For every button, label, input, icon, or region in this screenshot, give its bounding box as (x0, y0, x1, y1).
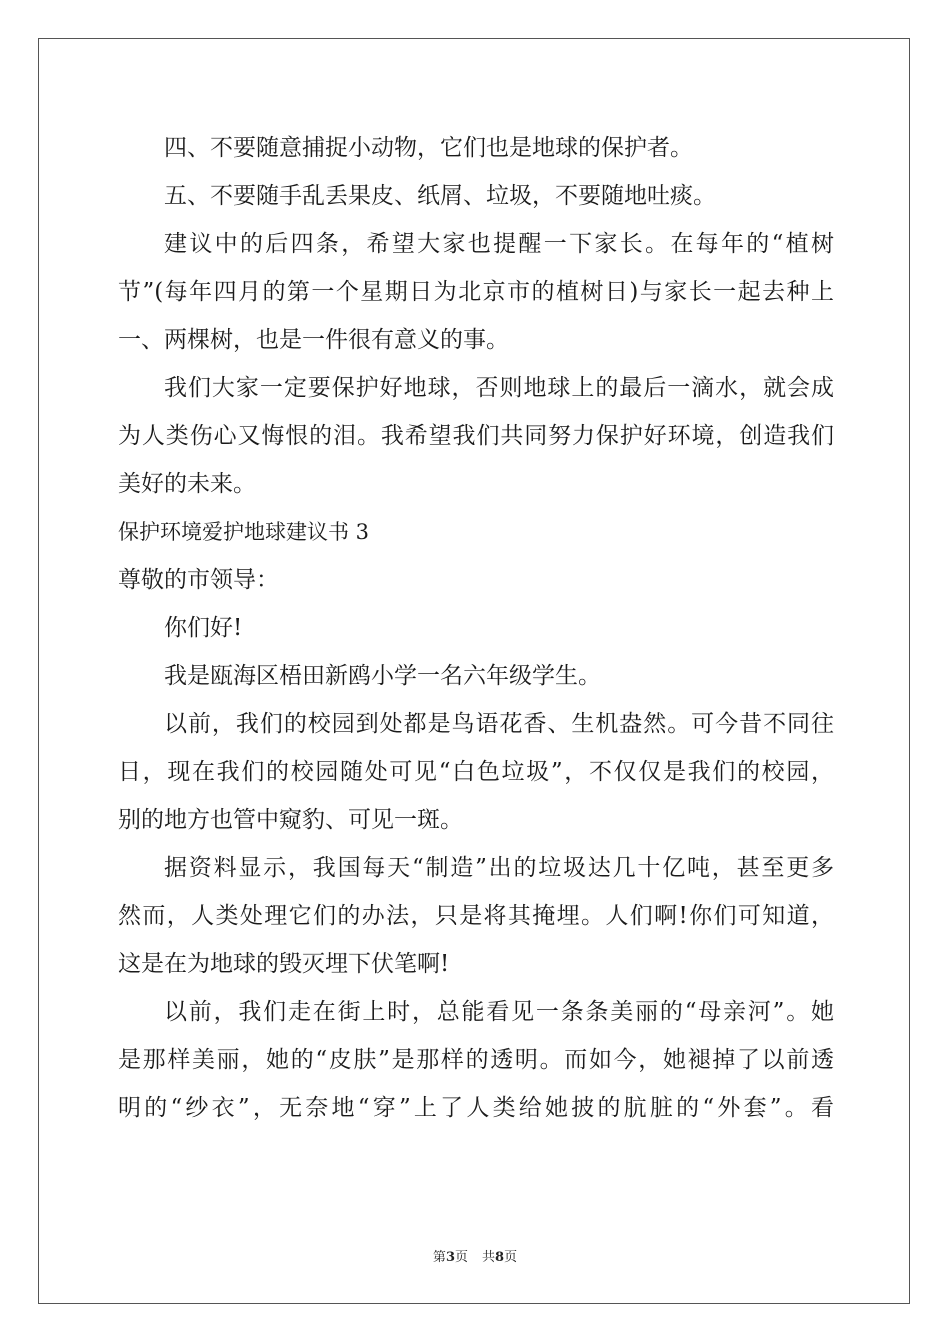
text-line: 日，现在我们的校园随处可见“白色垃圾”，不仅仅是我们的校园， (118, 759, 834, 785)
text-line: 尊敬的市领导： (118, 567, 279, 593)
paragraph (118, 124, 834, 172)
current-page-number: 3 (445, 1250, 455, 1265)
paragraph (118, 364, 834, 508)
paragraph (118, 700, 834, 844)
text-line: 明的“纱衣”，无奈地“穿”上了人类给她披的肮脏的“外套”。看 (118, 1095, 834, 1121)
text-line: 以前，我们走在街上时，总能看见一条条美丽的“母亲河”。她 (164, 999, 834, 1025)
text-line: 我是瓯海区梧田新鸥小学一名六年级学生。 (164, 663, 601, 689)
paragraph (118, 604, 834, 652)
text-line: 五、不要随手乱丢果皮、纸屑、垃圾，不要随地吐痰。 (164, 183, 716, 209)
text-line: 是那样美丽，她的“皮肤”是那样的透明。而如今，她褪掉了以前透 (118, 1047, 834, 1073)
total-suffix: 页 (504, 1250, 518, 1265)
total-page-number: 8 (495, 1250, 505, 1265)
text-line: 一、两棵树，也是一件很有意义的事。 (118, 327, 509, 353)
paragraph (118, 844, 834, 988)
text-line: 然而，人类处理它们的办法，只是将其掩埋。人们啊!你们可知道， (118, 903, 834, 929)
salutation (118, 556, 834, 604)
total-prefix: 共 (482, 1250, 496, 1265)
text-line: 建议中的后四条，希望大家也提醒一下家长。在每年的“植树 (164, 231, 834, 257)
text-line: 据资料显示，我国每天“制造”出的垃圾达几十亿吨，甚至更多 (164, 855, 834, 881)
text-line: 四、不要随意捕捉小动物，它们也是地球的保护者。 (164, 135, 693, 161)
page-footer (0, 1246, 950, 1265)
page-prefix: 第 (432, 1250, 446, 1265)
text-line: 节”(每年四月的第一个星期日为北京市的植树日)与家长一起去种上 (118, 279, 834, 305)
section-heading: 保护环境爱护地球建议书 3 (118, 520, 370, 544)
text-line: 这是在为地球的毁灭埋下伏笔啊! (118, 951, 450, 977)
text-line: 以前，我们的校园到处都是鸟语花香、生机盎然。可今昔不同往 (164, 711, 834, 737)
text-line: 美好的未来。 (118, 471, 256, 497)
paragraph (118, 220, 834, 364)
document-body (118, 124, 834, 1132)
text-line: 别的地方也管中窥豹、可见一斑。 (118, 807, 463, 833)
paragraph (118, 172, 834, 220)
text-line: 我们大家一定要保护好地球，否则地球上的最后一滴水，就会成 (164, 375, 834, 401)
text-line: 你们好! (164, 615, 243, 641)
paragraph (118, 652, 834, 700)
paragraph (118, 988, 834, 1132)
page-suffix: 页 (454, 1250, 468, 1265)
text-line: 为人类伤心又悔恨的泪。我希望我们共同努力保护好环境，创造我们 (118, 423, 834, 449)
